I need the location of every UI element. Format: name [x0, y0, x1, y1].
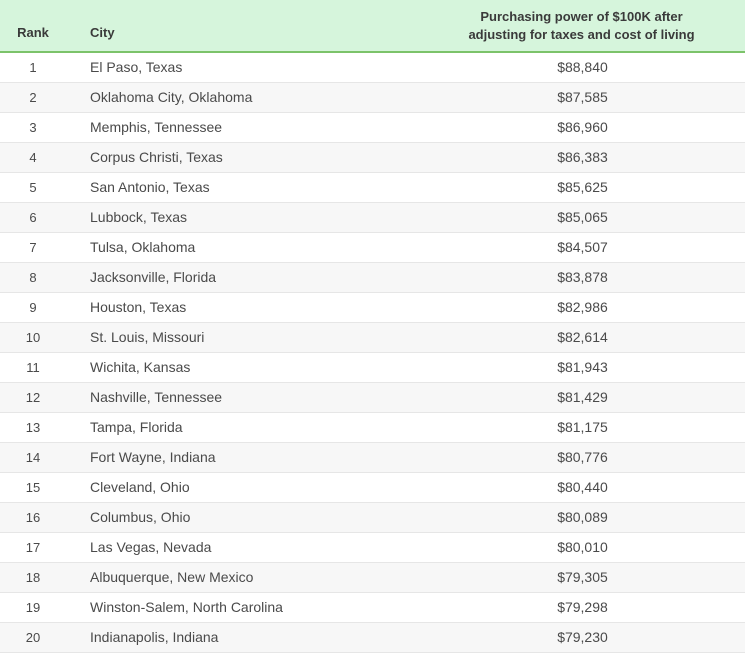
table-row: [0, 232, 745, 262]
rank-cell: 10: [25, 329, 41, 345]
purchasing-power-column-header: [420, 0, 745, 52]
purchasing-power-cell: $84,507: [557, 239, 608, 255]
purchasing-power-cell: $81,175: [557, 419, 608, 435]
rank-cell: 4: [29, 149, 37, 165]
purchasing-power-cell: $81,429: [557, 389, 608, 405]
rank-cell: 13: [25, 419, 41, 435]
rank-cell: 8: [29, 269, 37, 285]
table-row: [0, 592, 745, 622]
purchasing-power-cell: $85,625: [557, 179, 608, 195]
purchasing-power-cell: $85,065: [557, 209, 608, 225]
table-row: [0, 262, 745, 292]
purchasing-power-cell: $80,089: [557, 509, 608, 525]
city-cell: Albuquerque, New Mexico: [90, 569, 254, 585]
purchasing-power-cell: $82,986: [557, 299, 608, 315]
rank-cell: 9: [29, 299, 37, 315]
purchasing-power-cell: $79,230: [557, 629, 608, 645]
table-row: [0, 622, 745, 652]
table-row: [0, 472, 745, 502]
city-cell: Cleveland, Ohio: [90, 479, 190, 495]
rank-cell: 15: [25, 479, 41, 495]
table-row: [0, 202, 745, 232]
rank-cell: 14: [25, 449, 41, 465]
rank-cell: 2: [29, 89, 37, 105]
purchasing-power-cell: $81,943: [557, 359, 608, 375]
table-row: [0, 442, 745, 472]
rank-cell: 11: [26, 359, 40, 375]
table-row: [0, 52, 745, 82]
rank-cell: 20: [25, 629, 41, 645]
city-cell: Wichita, Kansas: [90, 359, 191, 375]
rank-cell: 6: [29, 209, 37, 225]
city-cell: Columbus, Ohio: [90, 509, 191, 525]
table-row: [0, 142, 745, 172]
table-row: [0, 382, 745, 412]
purchasing-power-cell: $79,305: [557, 569, 608, 585]
purchasing-power-cell: $83,878: [557, 269, 608, 285]
city-column-header: City: [66, 0, 420, 52]
city-cell: El Paso, Texas: [90, 59, 183, 76]
table-header-row: [0, 0, 745, 52]
purchasing-power-header-line1: Purchasing power of $100K after: [480, 8, 683, 24]
purchasing-power-header-line2: adjusting for taxes and cost of living: [468, 26, 695, 42]
table-row: [0, 562, 745, 592]
rank-cell: 18: [25, 569, 41, 585]
purchasing-power-cell: $86,383: [557, 149, 608, 165]
city-cell: San Antonio, Texas: [90, 179, 210, 195]
table-header: [0, 0, 745, 52]
table-row: [0, 352, 745, 382]
table-row: [0, 292, 745, 322]
rank-cell: 7: [29, 239, 37, 255]
city-cell: St. Louis, Missouri: [90, 329, 205, 345]
city-cell: Tampa, Florida: [90, 419, 183, 435]
rank-cell: 12: [25, 389, 41, 405]
table-row: [0, 82, 745, 112]
purchasing-power-cell: $79,298: [557, 599, 608, 615]
purchasing-power-cell: $86,960: [557, 119, 608, 135]
rank-cell: 16: [25, 509, 41, 525]
city-cell: Lubbock, Texas: [90, 209, 188, 225]
city-cell: Las Vegas, Nevada: [90, 539, 212, 555]
table-body: [0, 52, 745, 652]
table-row: [0, 532, 745, 562]
table-row: [0, 502, 745, 532]
purchasing-power-cell: $80,776: [557, 449, 608, 465]
rank-cell: 1: [29, 59, 37, 75]
city-cell: Tulsa, Oklahoma: [90, 239, 196, 255]
rank-column-header: Rank: [0, 0, 66, 52]
city-cell: Corpus Christi, Texas: [90, 149, 223, 165]
purchasing-power-cell: $80,010: [557, 539, 608, 555]
city-cell: Jacksonville, Florida: [90, 269, 217, 285]
purchasing-power-cell: $88,840: [557, 59, 608, 76]
city-cell: Indianapolis, Indiana: [90, 629, 219, 645]
city-cell: Memphis, Tennessee: [90, 119, 223, 135]
city-cell: Fort Wayne, Indiana: [90, 449, 216, 465]
rank-cell: 17: [25, 539, 41, 555]
table-row: [0, 112, 745, 142]
table-row: [0, 172, 745, 202]
city-cell: Nashville, Tennessee: [90, 389, 223, 405]
rank-cell: 5: [29, 179, 37, 195]
city-cell: Houston, Texas: [90, 299, 187, 315]
city-cell: Winston-Salem, North Carolina: [90, 599, 283, 615]
purchasing-power-cell: $82,614: [557, 329, 608, 345]
rank-cell: 19: [25, 599, 41, 615]
table-row: [0, 322, 745, 352]
purchasing-power-cell: $87,585: [557, 89, 608, 105]
table-row: [0, 412, 745, 442]
rank-cell: 3: [29, 119, 37, 135]
city-cell: Oklahoma City, Oklahoma: [90, 89, 253, 105]
purchasing-power-cell: $80,440: [557, 479, 608, 495]
